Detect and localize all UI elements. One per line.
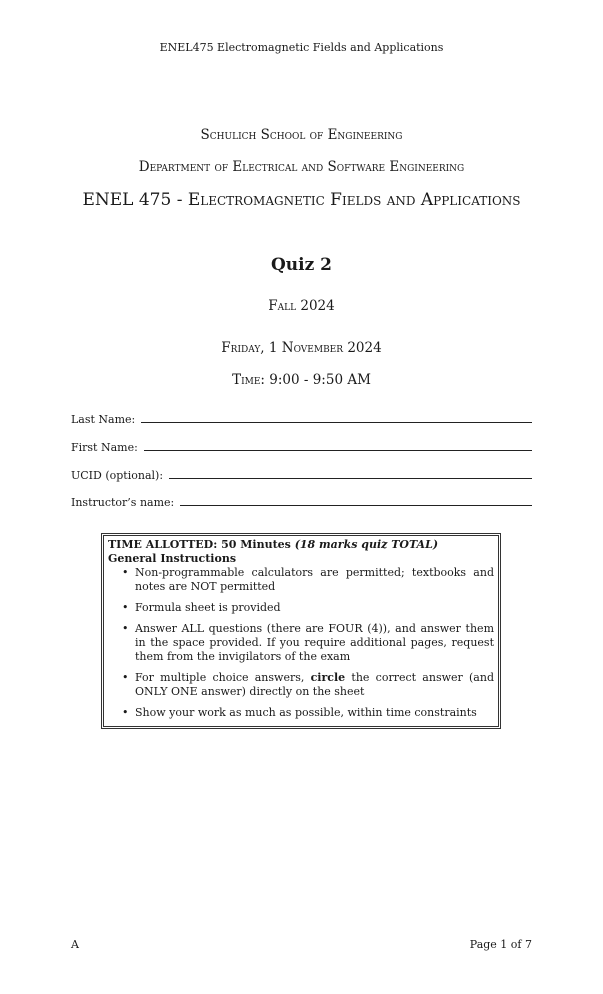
list-item-text: For multiple choice answers, bbox=[135, 671, 311, 684]
instructor-name-line[interactable] bbox=[180, 504, 532, 506]
last-name-line[interactable] bbox=[141, 421, 532, 423]
last-name-label: Last Name: bbox=[71, 413, 136, 426]
instructor-name-label: Instructor’s name: bbox=[71, 496, 175, 509]
list-item: • Non-programmable calculators are permitted; textbooks and notes are NOT permitted bbox=[135, 566, 494, 594]
time-allotted-line bbox=[108, 538, 494, 552]
page-footer bbox=[71, 938, 532, 951]
list-item bbox=[135, 671, 494, 699]
running-header: ENEL475 Electromagnetic Fields and Applications bbox=[159, 41, 444, 54]
quiz-title: Quiz 2 bbox=[270, 255, 333, 275]
instructions-box bbox=[101, 533, 501, 729]
school-name: Schulich School of Engineering bbox=[200, 127, 403, 143]
instructions-list bbox=[108, 566, 494, 720]
instructions-heading: General Instructions bbox=[108, 552, 237, 565]
ucid-field[interactable] bbox=[71, 469, 532, 482]
course-title: ENEL 475 - Electromagnetic Fields and Applications bbox=[82, 190, 521, 210]
exam-time: Time: 9:00 - 9:50 AM bbox=[232, 372, 371, 388]
first-name-label: First Name: bbox=[71, 441, 138, 454]
ucid-line[interactable] bbox=[169, 477, 532, 479]
list-item: • Show your work as much as possible, within time constraints bbox=[135, 706, 494, 720]
ucid-label: UCID (optional): bbox=[71, 469, 164, 482]
last-name-field[interactable] bbox=[71, 413, 532, 426]
instructor-name-field[interactable] bbox=[71, 496, 532, 509]
marks-total: (18 marks quiz TOTAL) bbox=[294, 538, 439, 551]
term: Fall 2024 bbox=[268, 298, 335, 314]
version-label: A bbox=[71, 938, 79, 951]
list-item: • Formula sheet is provided bbox=[135, 601, 494, 615]
list-item-emphasis: circle bbox=[310, 671, 346, 684]
time-allotted: TIME ALLOTTED: 50 Minutes bbox=[108, 538, 291, 551]
first-name-line[interactable] bbox=[144, 449, 532, 451]
list-item: • Answer ALL questions (there are FOUR (4)), and answer them in the space provided. If you require additional pages, request them from the invigilators of the exam bbox=[135, 622, 494, 664]
department-name: Department of Electrical and Software Engineering bbox=[138, 159, 465, 175]
first-name-field[interactable] bbox=[71, 441, 532, 454]
page-number: Page 1 of 7 bbox=[469, 938, 532, 951]
exam-date: Friday, 1 November 2024 bbox=[221, 340, 382, 356]
list-item-text: the correct answer (and ONLY ONE answer) directly on the sheet bbox=[135, 671, 494, 698]
